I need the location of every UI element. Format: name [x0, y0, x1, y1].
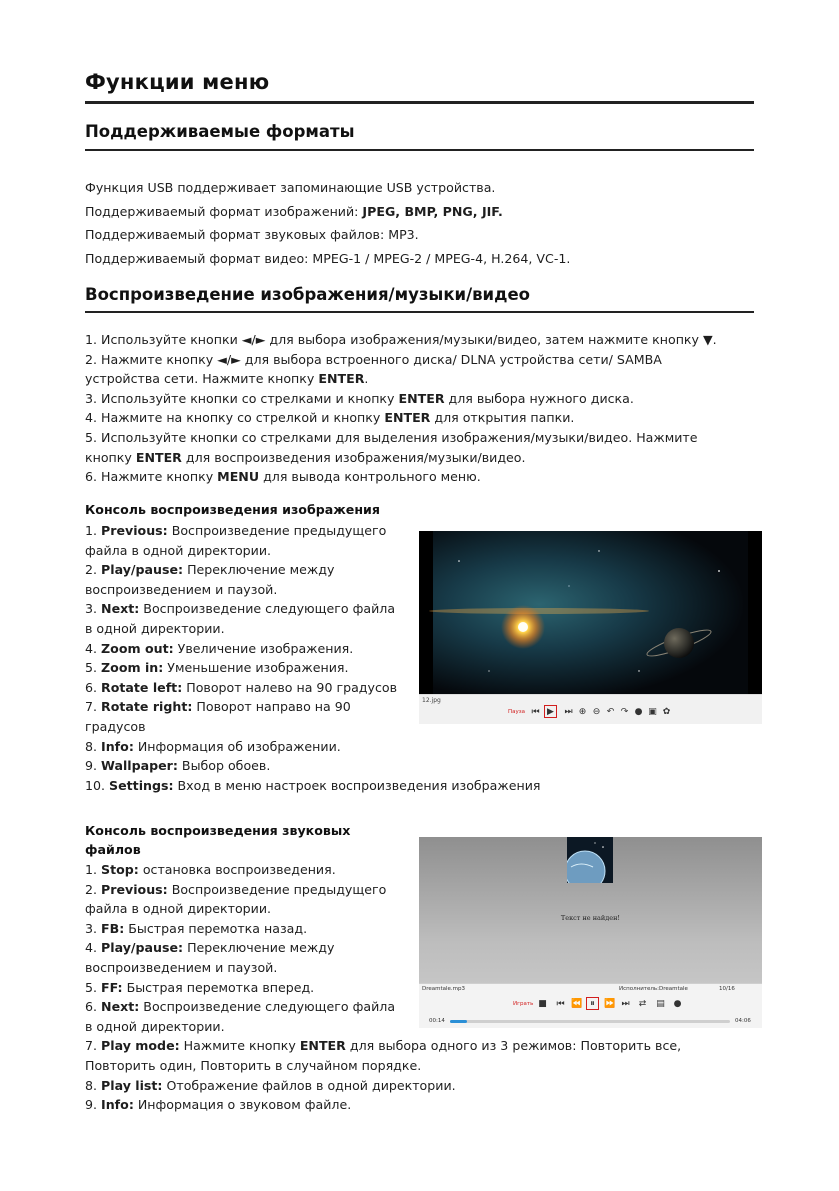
bold-term: Next:: [101, 601, 140, 617]
format-line: [85, 176, 570, 200]
text-run: воспроизведением и паузой.: [85, 959, 278, 975]
text-run: для вывода контрольного меню.: [259, 469, 481, 485]
console-item-line: [85, 776, 540, 796]
text-run: 8.: [85, 738, 102, 754]
text-run: 2. Нажмите кнопку ◄/► для выбора встроенного диска/ DLNA устройства сети/ SAMBA: [85, 351, 662, 367]
bold-term: ENTER: [135, 449, 182, 465]
text-run: 6.: [85, 679, 102, 695]
text-run: 9.: [85, 1097, 102, 1113]
stop-icon[interactable]: ■: [538, 999, 547, 1009]
space-photo: [419, 531, 762, 694]
fast-backward-icon[interactable]: ⏪: [571, 999, 583, 1009]
text-run: для выбора одного из 3 режимов: Повторить все,: [345, 1038, 682, 1054]
bold-term: Play/pause:: [101, 940, 184, 956]
playlist-icon[interactable]: ▤: [656, 999, 665, 1009]
text-run: Уменьшение изображения.: [163, 660, 349, 676]
text-run: 9.: [85, 758, 102, 774]
previous-icon[interactable]: ⏮: [556, 999, 565, 1009]
next-icon[interactable]: ⏭: [621, 999, 630, 1009]
bold-term: ENTER: [299, 1038, 346, 1054]
bold-term: Previous:: [101, 523, 168, 538]
text-run: 4. Нажмите на кнопку со стрелкой и кнопку: [85, 410, 385, 426]
bold-term: Settings:: [109, 777, 174, 793]
info-icon[interactable]: ●: [634, 707, 643, 717]
bold-term: Play/pause:: [101, 562, 184, 578]
text-run: 8.: [85, 1077, 102, 1093]
text-run: Поддерживаемый формат изображений:: [85, 203, 363, 219]
step-line: [85, 448, 717, 468]
format-line: [85, 200, 570, 224]
text-run: для открытия папки.: [430, 410, 575, 426]
text-run: Переключение между: [183, 562, 335, 578]
text-run: Функция USB поддерживает запоминающие USB устройства.: [85, 180, 496, 195]
bold-term: ENTER: [384, 410, 431, 426]
bold-term: ENTER: [318, 371, 365, 387]
step-line: [85, 350, 717, 370]
bold-term: ENTER: [398, 390, 445, 406]
next-icon[interactable]: ⏭: [564, 707, 573, 717]
text-run: Воспроизведение предыдущего: [167, 523, 387, 538]
text-run: 1. Используйте кнопки ◄/► для выбора изображения/музыки/видео, затем нажмите кнопку ▼.: [85, 332, 717, 347]
step-line: [85, 467, 717, 487]
text-run: 1.: [85, 523, 102, 538]
text-run: Воспроизведение предыдущего: [167, 881, 387, 897]
audio-heading-line1: Консоль воспроизведения звуковых: [85, 823, 351, 838]
bold-term: Wallpaper:: [101, 758, 178, 774]
playback-heading: Воспроизведение изображения/музыки/видео: [85, 285, 530, 304]
text-run: Увеличение изображения.: [173, 640, 354, 656]
image-control-bar: [419, 694, 762, 724]
bold-term: Play list:: [101, 1077, 163, 1093]
pause-icon[interactable]: ⏸: [590, 999, 595, 1009]
bold-term: Zoom out:: [101, 640, 174, 656]
text-run: для воспроизведения изображения/музыки/видео.: [181, 449, 526, 465]
console-item-line: [85, 1095, 681, 1115]
formats-rule: [85, 149, 754, 151]
track-filename: Dreamtale.mp3: [422, 986, 466, 992]
text-run: градусов: [85, 718, 146, 734]
playback-steps: [85, 330, 717, 487]
text-run: Быстрая перемотка назад.: [124, 920, 308, 936]
text-run: Поворот налево на 90 градусов: [182, 679, 397, 695]
text-run: 6.: [85, 999, 102, 1015]
bold-term: FB:: [101, 920, 125, 936]
text-run: Вход в меню настроек воспроизведения изображения: [173, 777, 541, 793]
text-run: 3.: [85, 920, 102, 936]
text-run: Отображение файлов в одной директории.: [162, 1077, 456, 1093]
text-run: воспроизведением и паузой.: [85, 581, 278, 597]
text-run: остановка воспроизведения.: [138, 862, 336, 877]
bold-term: Play mode:: [101, 1038, 180, 1054]
formats-text: [85, 176, 570, 271]
rotate-left-icon[interactable]: ↶: [606, 707, 615, 717]
text-run: файла в одной директории.: [85, 901, 272, 917]
bold-term: Zoom in:: [101, 660, 164, 676]
bold-term: Info:: [101, 738, 134, 754]
bold-term: FF:: [101, 979, 123, 995]
bold-term: JPEG, BMP, PNG, JIF.: [362, 203, 503, 219]
album-cover: [567, 837, 613, 883]
image-console-heading: Консоль воспроизведения изображения: [85, 502, 380, 517]
step-line: [85, 389, 717, 409]
text-run: 7.: [85, 699, 102, 715]
image-player-screenshot: [419, 531, 762, 724]
zoom-out-icon[interactable]: ⊕: [578, 707, 587, 717]
console-item-line: [85, 1076, 681, 1096]
text-run: 5.: [85, 979, 102, 995]
zoom-in-icon[interactable]: ⊖: [592, 707, 601, 717]
bold-term: Rotate left:: [101, 679, 183, 695]
audio-player-screenshot: [419, 837, 762, 1028]
settings-icon[interactable]: ✿: [662, 707, 671, 717]
wallpaper-icon[interactable]: ▣: [648, 707, 657, 717]
audio-heading-line2: файлов: [85, 842, 141, 857]
text-run: в одной директории.: [85, 620, 225, 636]
text-run: 5.: [85, 660, 102, 676]
text-run: Быстрая перемотка вперед.: [122, 979, 315, 995]
track-counter: 10/16: [719, 986, 735, 992]
text-run: 3. Используйте кнопки со стрелками и кнопку: [85, 390, 399, 406]
bold-term: Rotate right:: [101, 699, 193, 715]
text-run: 4.: [85, 940, 102, 956]
text-run: кнопку: [85, 449, 136, 465]
text-run: Воспроизведение следующего файла: [139, 601, 396, 617]
text-run: 7.: [85, 1038, 102, 1054]
text-run: в одной директории.: [85, 1018, 225, 1034]
text-run: 2.: [85, 562, 102, 578]
console-item-line: [85, 1036, 681, 1056]
track-artist: Исполнитель:Dreamtale: [619, 986, 688, 992]
text-run: 6. Нажмите кнопку: [85, 469, 218, 485]
text-run: Поддерживаемый формат видео: MPEG-1 / MPEG-2 / MPEG-4, H.264, VC-1.: [85, 251, 571, 267]
bold-term: Previous:: [101, 881, 168, 897]
bold-term: Next:: [101, 999, 140, 1015]
text-run: 1.: [85, 862, 102, 877]
playback-rule: [85, 311, 754, 313]
console-item-line: [85, 1056, 681, 1076]
progress-bar[interactable]: [450, 1020, 730, 1023]
text-run: 2.: [85, 881, 102, 897]
previous-icon[interactable]: ⏮: [531, 707, 540, 717]
step-line: [85, 369, 717, 389]
text-run: Информация об изображении.: [133, 738, 341, 754]
play-status: Играть: [513, 1001, 534, 1007]
text-run: Нажмите кнопку: [179, 1038, 300, 1054]
formats-heading: Поддерживаемые форматы: [85, 122, 355, 141]
text-run: 4.: [85, 640, 102, 656]
time-elapsed: 00:14: [429, 1018, 445, 1024]
lyrics-not-found: Текст не найден!: [560, 914, 621, 922]
progress-fill: [450, 1020, 467, 1023]
format-line: [85, 223, 570, 247]
fast-forward-icon[interactable]: ⏩: [604, 999, 616, 1009]
step-line: [85, 428, 717, 448]
text-run: Повторить один, Повторить в случайном порядке.: [85, 1057, 422, 1073]
bold-term: Stop:: [101, 862, 139, 877]
play-icon[interactable]: ▶: [547, 707, 554, 717]
info-icon[interactable]: ●: [673, 999, 682, 1009]
page-title: Функции меню: [85, 70, 270, 94]
text-run: устройства сети. Нажмите кнопку: [85, 371, 319, 387]
text-run: файла в одной директории.: [85, 542, 272, 558]
step-line: [85, 330, 717, 350]
text-run: для выбора нужного диска.: [444, 390, 634, 406]
text-run: Поддерживаемый формат звуковых файлов: MP3.: [85, 227, 419, 243]
text-run: Информация о звуковом файле.: [133, 1097, 352, 1113]
text-run: Переключение между: [183, 940, 335, 956]
console-item-line: [85, 737, 540, 757]
text-run: 10.: [85, 777, 110, 793]
audio-control-bar: [419, 983, 762, 1028]
play-mode-icon[interactable]: ⇄: [638, 999, 647, 1009]
format-line: [85, 247, 570, 271]
text-run: Выбор обоев.: [177, 758, 271, 774]
text-run: .: [364, 371, 369, 387]
image-filename: 12.jpg: [422, 697, 441, 704]
text-run: Воспроизведение следующего файла: [139, 999, 396, 1015]
title-rule: [85, 101, 754, 104]
rotate-right-icon[interactable]: ↷: [620, 707, 629, 717]
bold-term: MENU: [217, 469, 260, 485]
console-item-line: [85, 756, 540, 776]
time-total: 04:06: [735, 1018, 751, 1024]
text-run: 3.: [85, 601, 102, 617]
text-run: 5. Используйте кнопки со стрелками для выделения изображения/музыки/видео. Нажмите: [85, 429, 698, 445]
bold-term: Info:: [101, 1097, 134, 1113]
text-run: Поворот направо на 90: [192, 699, 351, 715]
audio-console-heading: [85, 821, 350, 859]
pause-status: Пауза: [508, 709, 526, 715]
step-line: [85, 408, 717, 428]
